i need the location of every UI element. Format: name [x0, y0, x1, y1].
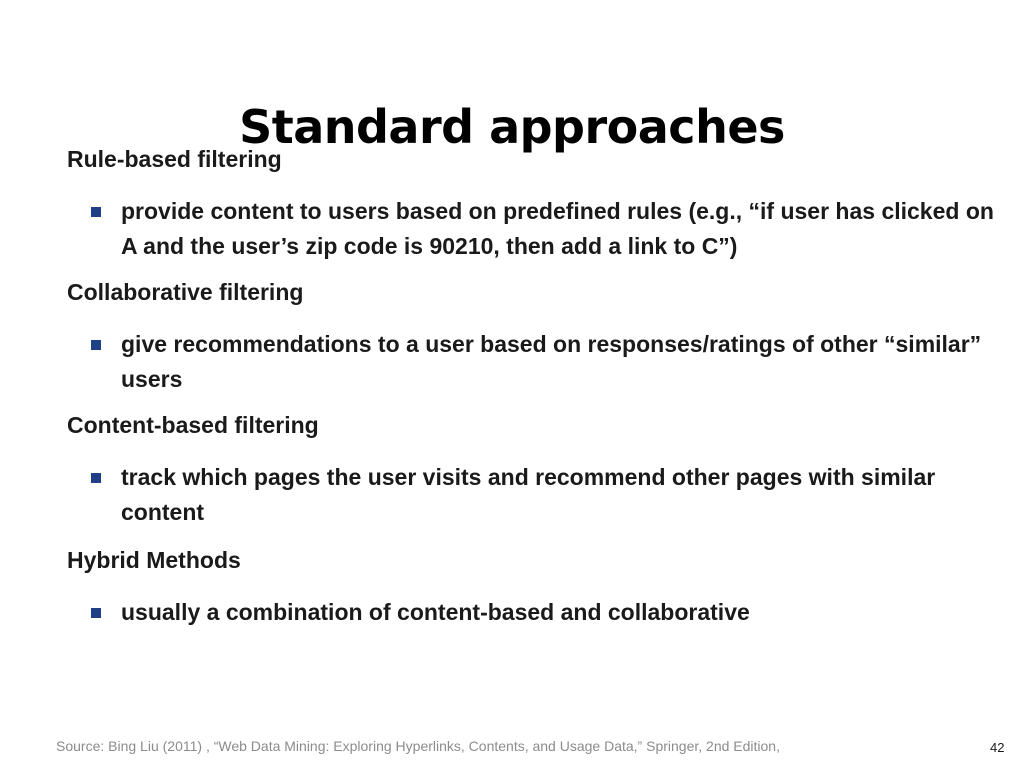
- slide-title: Standard approaches: [239, 99, 785, 154]
- source-citation: Source: Bing Liu (2011) , “Web Data Mining: Exploring Hyperlinks, Contents, and Usage Data,” Springer, 2nd Edition,: [56, 738, 780, 754]
- bullet-list: [67, 460, 997, 529]
- bullet-item: [67, 460, 997, 529]
- bullet-item: [67, 595, 997, 630]
- bullet-item: [67, 194, 997, 263]
- section-heading: Hybrid Methods: [67, 547, 241, 573]
- section-heading: Collaborative filtering: [67, 279, 304, 305]
- page-number: 42: [990, 740, 1005, 755]
- slide-content: [67, 142, 997, 630]
- square-bullet-icon: [91, 473, 101, 483]
- bullet-text: provide content to users based on predefined rules (e.g., “if user has clicked on A and the user’s zip code is 90210, then add a link to C”): [121, 198, 994, 259]
- square-bullet-icon: [91, 608, 101, 618]
- bullet-list: [67, 194, 997, 263]
- bullet-list: [67, 327, 997, 396]
- bullet-item: [67, 327, 997, 396]
- bullet-text: usually a combination of content-based and collaborative: [121, 599, 750, 625]
- section-content-based: [67, 408, 997, 529]
- section-heading: Content-based filtering: [67, 412, 319, 438]
- square-bullet-icon: [91, 340, 101, 350]
- section-heading: Rule-based filtering: [67, 146, 282, 172]
- bullet-text: track which pages the user visits and recommend other pages with similar content: [121, 464, 936, 525]
- section-rule-based: [67, 142, 997, 263]
- section-collaborative: [67, 275, 997, 396]
- bullet-text: give recommendations to a user based on responses/ratings of other “similar” users: [121, 331, 982, 392]
- square-bullet-icon: [91, 207, 101, 217]
- section-hybrid: [67, 543, 997, 630]
- bullet-list: [67, 595, 997, 630]
